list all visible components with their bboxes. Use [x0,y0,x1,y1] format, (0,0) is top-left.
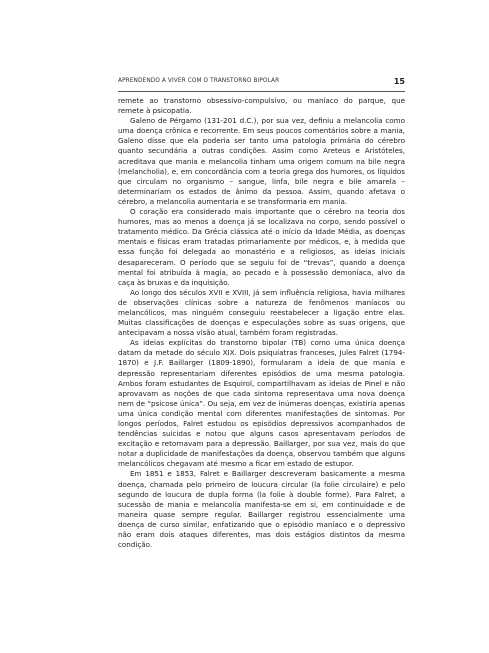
paragraph: Galeno de Pérgamo (131-201 d.C.), por sua vez, definiu a melancolia como uma doença crônica e recorrente. Em seus poucos comentários sobre a mania, Galeno disse que ela poderia ser tanto uma patologia primária do cérebro quanto secundária a outras condições. Assim como Areteus e Aristóteles, acreditava que mania e melancolia tinham uma origem comum na bile negra (melancholia), e, em concordância com a teoria grega dos humores, os líquidos que circulam no organismo – sangue, linfa, bile negra e bile amarela – determinariam os estados de ânimo da pessoa. Assim, quando afetava o cérebro, a melancolia aumentaria e se transformaria em mania. [118,116,405,206]
paragraph: Ao longo dos séculos XVII e XVIII, já sem influência religiosa, havia milhares de observações clínicas sobre a natureza de fenômenos maníacos ou melancólicos, mas ninguém conseguiu reestabelecer a ligação entre elas. Muitas classificações de doenças e especulações sobre as suas origens, que antecipavam a nossa visão atual, também foram registradas. [118,287,405,338]
header-rule [118,91,405,92]
page-number: 15 [393,77,405,86]
paragraph: remete ao transtorno obsessivo-compulsivo, ou maníaco do parque, que remete à psicopatia. [118,96,405,116]
running-header [118,78,405,90]
running-title: APRENDENDO A VIVER COM O TRANSTORNO BIPOLAR [118,78,280,84]
paragraph: O coração era considerado mais importante que o cérebro na teoria dos humores, mas ao menos a doença já se localizava no corpo, sendo possível o tratamento médico. Da Grécia clássica até o início da Idade Média, as doenças mentais e físicas eram tratadas primariamente por médicos, e, à medida que essa função foi delegada ao monastério e a religiosos, as ideias iniciais desapareceram. O período que se seguiu foi de “trevas”, quando a doença mental foi atribuída à magia, ao pecado e à possessão demoníaca, alvo da caça às bruxas e da inquisição. [118,207,405,287]
paragraph: Em 1851 e 1853, Falret e Baillarger descreveram basicamente a mesma doença, chamada pelo primeiro de loucura circular (la folie circulaire) e pelo segundo de loucura de dupla forma (la folie à double forme). Para Falret, a sucessão de mania e melancolia manifesta-se em si, em continuidade e de maneira quase sempre regular. Baillarger registrou essencialmente uma doença de curso similar, enfatizando que o episódio maníaco e o depressivo não eram dois ataques diferentes, mas dois estágios distintos da mesma condição. [118,469,405,550]
body-text [118,96,405,550]
paragraph: As ideias explícitas do transtorno bipolar (TB) como uma única doença datam da metade do século XIX. Dois psiquiatras franceses, Jules Falret (1794-1870) e J.F. Baillarger (1809-1890), formularam a ideia de que mania e depressão representariam diferentes episódios de uma mesma patologia. Ambos foram estudantes de Esquirol, compartilhavam as ideias de Pinel e não aprovavam as noções de que cada sintoma representava uma nova doença nem de “psicose única”. Ou seja, em vez de inúmeras doenças, existiria apenas uma única condição mental com diferentes manifestações de sintomas. Por longos períodos, Falret estudou os episódios depressivos acompanhados de tendências suicidas e notou que alguns casos apresentavam períodos de excitação e retornavam para a depressão. Baillarger, por sua vez, mais do que notar a duplicidade de manifestações da doença, observou também que alguns melancólicos chegavam até mesmo a ficar em estado de estupor. [118,338,405,469]
